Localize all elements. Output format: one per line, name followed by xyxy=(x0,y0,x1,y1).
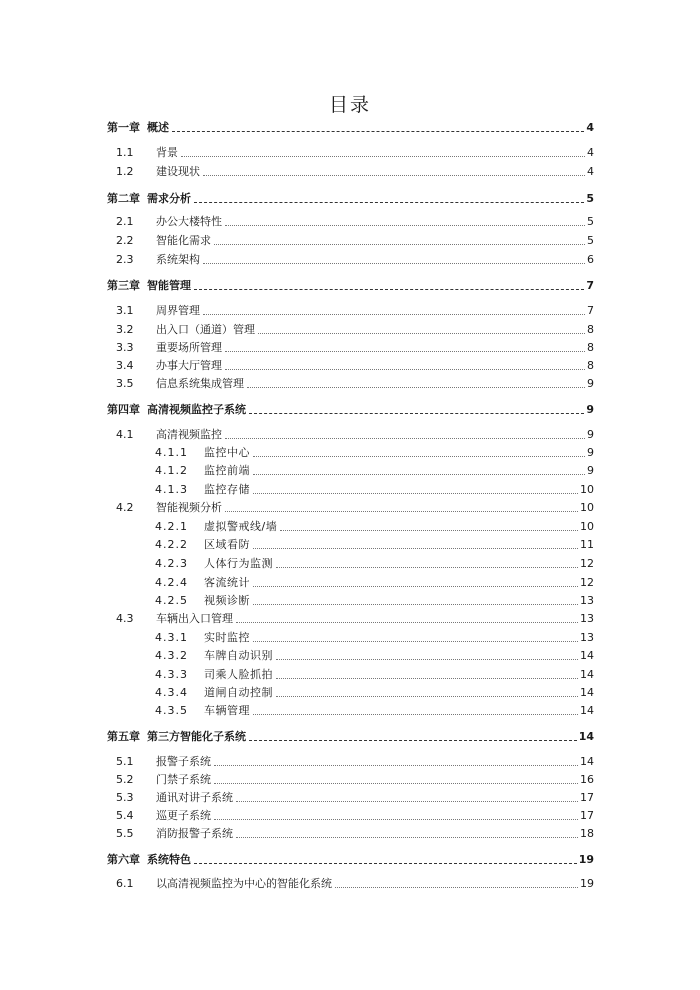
toc-section[interactable] xyxy=(0,376,700,392)
toc-entry-title: 通讯对讲子系统 xyxy=(156,791,233,804)
toc-subsection[interactable] xyxy=(0,482,700,498)
toc-leader xyxy=(214,819,578,820)
toc-leader xyxy=(253,604,578,605)
toc-entry-page: 17 xyxy=(580,809,594,822)
toc-section[interactable] xyxy=(0,790,700,806)
toc-chapter[interactable] xyxy=(0,278,700,294)
toc-entry-page: 9 xyxy=(587,377,594,390)
toc-entry-number: 6.1 xyxy=(116,877,134,890)
toc-entry-title: 人体行为监测 xyxy=(204,557,273,570)
toc-entry-page: 8 xyxy=(587,359,594,372)
toc-leader xyxy=(253,641,578,642)
toc-entry-title: 巡更子系统 xyxy=(156,809,211,822)
toc-entry-title: 道闸自动控制 xyxy=(204,686,273,699)
toc-leader xyxy=(194,863,577,864)
toc-subsection[interactable] xyxy=(0,703,700,719)
toc-entry-number: 4.3.1 xyxy=(155,631,188,644)
toc-entry-page: 6 xyxy=(587,253,594,266)
toc-entry-number: 第二章 xyxy=(107,192,140,205)
toc-entry-page: 5 xyxy=(587,215,594,228)
toc-entry-number: 4.2.2 xyxy=(155,538,188,551)
toc-entry-number: 4.2.1 xyxy=(155,520,188,533)
toc-entry-number: 2.3 xyxy=(116,253,134,266)
toc-subsection[interactable] xyxy=(0,648,700,664)
toc-leader xyxy=(214,765,578,766)
toc-entry-title: 高清视频监控子系统 xyxy=(147,403,246,416)
toc-entry-title: 需求分析 xyxy=(147,192,191,205)
toc-entry-title: 门禁子系统 xyxy=(156,773,211,786)
toc-leader xyxy=(225,369,585,370)
toc-subsection[interactable] xyxy=(0,575,700,591)
toc-entry-page: 14 xyxy=(580,704,594,717)
toc-subsection[interactable] xyxy=(0,519,700,535)
toc-entry-title: 高清视频监控 xyxy=(156,428,222,441)
toc-leader xyxy=(335,887,578,888)
toc-entry-title: 建设现状 xyxy=(156,165,200,178)
toc-leader xyxy=(258,333,585,334)
toc-leader xyxy=(249,740,577,741)
toc-leader xyxy=(247,387,585,388)
toc-entry-title: 周界管理 xyxy=(156,304,200,317)
toc-entry-number: 4.3.3 xyxy=(155,668,188,681)
toc-leader xyxy=(276,678,578,679)
toc-entry-page: 12 xyxy=(580,576,594,589)
toc-section[interactable] xyxy=(0,214,700,230)
toc-entry-title: 办公大楼特性 xyxy=(156,215,222,228)
toc-entry-page: 17 xyxy=(580,791,594,804)
toc-section[interactable] xyxy=(0,340,700,356)
toc-entry-number: 4.1.2 xyxy=(155,464,188,477)
toc-chapter[interactable] xyxy=(0,120,700,136)
toc-leader xyxy=(280,530,578,531)
toc-entry-page: 9 xyxy=(586,403,594,416)
toc-leader xyxy=(194,202,584,203)
toc-subsection[interactable] xyxy=(0,445,700,461)
toc-section[interactable] xyxy=(0,772,700,788)
toc-entry-number: 3.1 xyxy=(116,304,134,317)
toc-subsection[interactable] xyxy=(0,463,700,479)
toc-section[interactable] xyxy=(0,233,700,249)
toc-section[interactable] xyxy=(0,164,700,180)
toc-subsection[interactable] xyxy=(0,556,700,572)
toc-entry-number: 4.1 xyxy=(116,428,134,441)
toc-chapter[interactable] xyxy=(0,852,700,868)
toc-entry-page: 13 xyxy=(580,594,594,607)
toc-entry-number: 2.2 xyxy=(116,234,134,247)
toc-entry-page: 14 xyxy=(580,649,594,662)
toc-entry-page: 14 xyxy=(580,668,594,681)
toc-entry-page: 9 xyxy=(587,428,594,441)
toc-chapter[interactable] xyxy=(0,729,700,745)
toc-entry-number: 5.3 xyxy=(116,791,134,804)
toc-section[interactable] xyxy=(0,500,700,516)
toc-entry-page: 14 xyxy=(578,730,594,743)
toc-entry-number: 4.2.4 xyxy=(155,576,188,589)
toc-leader xyxy=(276,567,578,568)
toc-leader xyxy=(276,659,578,660)
toc-leader xyxy=(172,131,584,132)
toc-entry-title: 实时监控 xyxy=(204,631,250,644)
toc-entry-title: 监控存储 xyxy=(204,483,250,496)
toc-entry-page: 4 xyxy=(586,121,594,134)
toc-entry-number: 1.2 xyxy=(116,165,134,178)
toc-entry-number: 5.4 xyxy=(116,809,134,822)
toc-section[interactable] xyxy=(0,754,700,770)
toc-entry-number: 第三章 xyxy=(107,279,140,292)
toc-section[interactable] xyxy=(0,826,700,842)
page-title: 目录 xyxy=(328,94,371,116)
toc-entry-page: 14 xyxy=(580,755,594,768)
toc-chapter[interactable] xyxy=(0,191,700,207)
toc-entry-title: 报警子系统 xyxy=(156,755,211,768)
toc-entry-page: 5 xyxy=(587,234,594,247)
toc-section[interactable] xyxy=(0,322,700,338)
toc-leader xyxy=(253,548,578,549)
toc-leader xyxy=(253,474,585,475)
toc-section[interactable] xyxy=(0,611,700,627)
toc-leader xyxy=(225,511,578,512)
toc-entry-page: 10 xyxy=(580,520,594,533)
toc-entry-page: 12 xyxy=(580,557,594,570)
toc-section[interactable] xyxy=(0,427,700,443)
toc-entry-page: 13 xyxy=(580,631,594,644)
toc-entry-page: 11 xyxy=(580,538,594,551)
toc-leader xyxy=(194,289,584,290)
toc-leader xyxy=(181,156,585,157)
toc-entry-page: 10 xyxy=(580,501,594,514)
toc-entry-number: 4.3.2 xyxy=(155,649,188,662)
toc-subsection[interactable] xyxy=(0,630,700,646)
toc-entry-title: 概述 xyxy=(147,121,169,134)
toc-leader xyxy=(236,837,578,838)
toc-entry-page: 8 xyxy=(587,323,594,336)
toc-entry-number: 第五章 xyxy=(107,730,140,743)
toc-entry-title: 以高清视频监控为中心的智能化系统 xyxy=(156,877,332,890)
toc-entry-number: 4.2 xyxy=(116,501,134,514)
toc-section[interactable] xyxy=(0,876,700,892)
toc-entry-number: 4.3.5 xyxy=(155,704,188,717)
toc-entry-page: 4 xyxy=(587,165,594,178)
toc-entry-title: 区域看防 xyxy=(204,538,250,551)
toc-entry-number: 4.2.3 xyxy=(155,557,188,570)
toc-entry-number: 4.3.4 xyxy=(155,686,188,699)
toc-entry-page: 5 xyxy=(586,192,594,205)
toc-subsection[interactable] xyxy=(0,685,700,701)
toc-leader xyxy=(236,622,578,623)
toc-section[interactable] xyxy=(0,358,700,374)
toc-leader xyxy=(236,801,578,802)
toc-entry-number: 第四章 xyxy=(107,403,140,416)
toc-section[interactable] xyxy=(0,252,700,268)
toc-entry-number: 4.1.3 xyxy=(155,483,188,496)
toc-entry-title: 办事大厅管理 xyxy=(156,359,222,372)
toc-entry-page: 7 xyxy=(586,279,594,292)
toc-entry-title: 客流统计 xyxy=(204,576,250,589)
toc-entry-title: 系统架构 xyxy=(156,253,200,266)
toc-leader xyxy=(225,351,585,352)
toc-entry-title: 智能化需求 xyxy=(156,234,211,247)
toc-entry-page: 18 xyxy=(580,827,594,840)
toc-entry-number: 3.2 xyxy=(116,323,134,336)
toc-entry-title: 车牌自动识别 xyxy=(204,649,273,662)
toc-entry-title: 车辆出入口管理 xyxy=(156,612,233,625)
toc-subsection[interactable] xyxy=(0,593,700,609)
toc-entry-number: 第一章 xyxy=(107,121,140,134)
toc-chapter[interactable] xyxy=(0,402,700,418)
toc-entry-page: 19 xyxy=(578,853,594,866)
toc-entry-number: 4.3 xyxy=(116,612,134,625)
toc-entry-page: 10 xyxy=(580,483,594,496)
toc-section[interactable] xyxy=(0,303,700,319)
toc-entry-title: 监控前端 xyxy=(204,464,250,477)
toc-subsection[interactable] xyxy=(0,537,700,553)
toc-leader xyxy=(203,175,585,176)
toc-leader xyxy=(203,263,585,264)
toc-entry-title: 第三方智能化子系统 xyxy=(147,730,246,743)
toc-leader xyxy=(225,438,585,439)
toc-entry-number: 1.1 xyxy=(116,146,134,159)
toc-entry-number: 4.1.1 xyxy=(155,446,188,459)
toc-entry-page: 13 xyxy=(580,612,594,625)
toc-entry-number: 5.1 xyxy=(116,755,134,768)
toc-entry-number: 5.5 xyxy=(116,827,134,840)
toc-entry-page: 9 xyxy=(587,446,594,459)
toc-section[interactable] xyxy=(0,145,700,161)
toc-section[interactable] xyxy=(0,808,700,824)
toc-entry-title: 视频诊断 xyxy=(204,594,250,607)
toc-entry-number: 3.3 xyxy=(116,341,134,354)
toc-leader xyxy=(253,714,578,715)
toc-entry-title: 系统特色 xyxy=(147,853,191,866)
toc-entry-title: 车辆管理 xyxy=(204,704,250,717)
toc-leader xyxy=(253,586,578,587)
toc-entry-page: 19 xyxy=(580,877,594,890)
toc-entry-title: 消防报警子系统 xyxy=(156,827,233,840)
toc-entry-number: 5.2 xyxy=(116,773,134,786)
toc-leader xyxy=(225,225,585,226)
toc-leader xyxy=(253,456,585,457)
toc-leader xyxy=(203,314,585,315)
toc-entry-page: 7 xyxy=(587,304,594,317)
toc-leader xyxy=(253,493,578,494)
toc-entry-title: 重要场所管理 xyxy=(156,341,222,354)
toc-entry-number: 2.1 xyxy=(116,215,134,228)
toc-entry-title: 信息系统集成管理 xyxy=(156,377,244,390)
toc-entry-number: 3.4 xyxy=(116,359,134,372)
toc-leader xyxy=(214,783,578,784)
toc-entry-number: 4.2.5 xyxy=(155,594,188,607)
toc-entry-title: 背景 xyxy=(156,146,178,159)
toc-entry-page: 8 xyxy=(587,341,594,354)
toc-entry-title: 智能管理 xyxy=(147,279,191,292)
toc-entry-title: 智能视频分析 xyxy=(156,501,222,514)
toc-entry-title: 监控中心 xyxy=(204,446,250,459)
toc-entry-number: 3.5 xyxy=(116,377,134,390)
toc-entry-title: 虚拟警戒线/墙 xyxy=(204,520,278,533)
toc-entry-number: 第六章 xyxy=(107,853,140,866)
toc-entry-page: 14 xyxy=(580,686,594,699)
toc-leader xyxy=(276,696,578,697)
toc-leader xyxy=(249,413,584,414)
toc-entry-page: 9 xyxy=(587,464,594,477)
toc-leader xyxy=(214,244,585,245)
toc-entry-title: 出入口（通道）管理 xyxy=(156,323,255,336)
toc-entry-title: 司乘人脸抓拍 xyxy=(204,668,273,681)
toc-entry-page: 4 xyxy=(587,146,594,159)
toc-subsection[interactable] xyxy=(0,667,700,683)
toc-entry-page: 16 xyxy=(580,773,594,786)
